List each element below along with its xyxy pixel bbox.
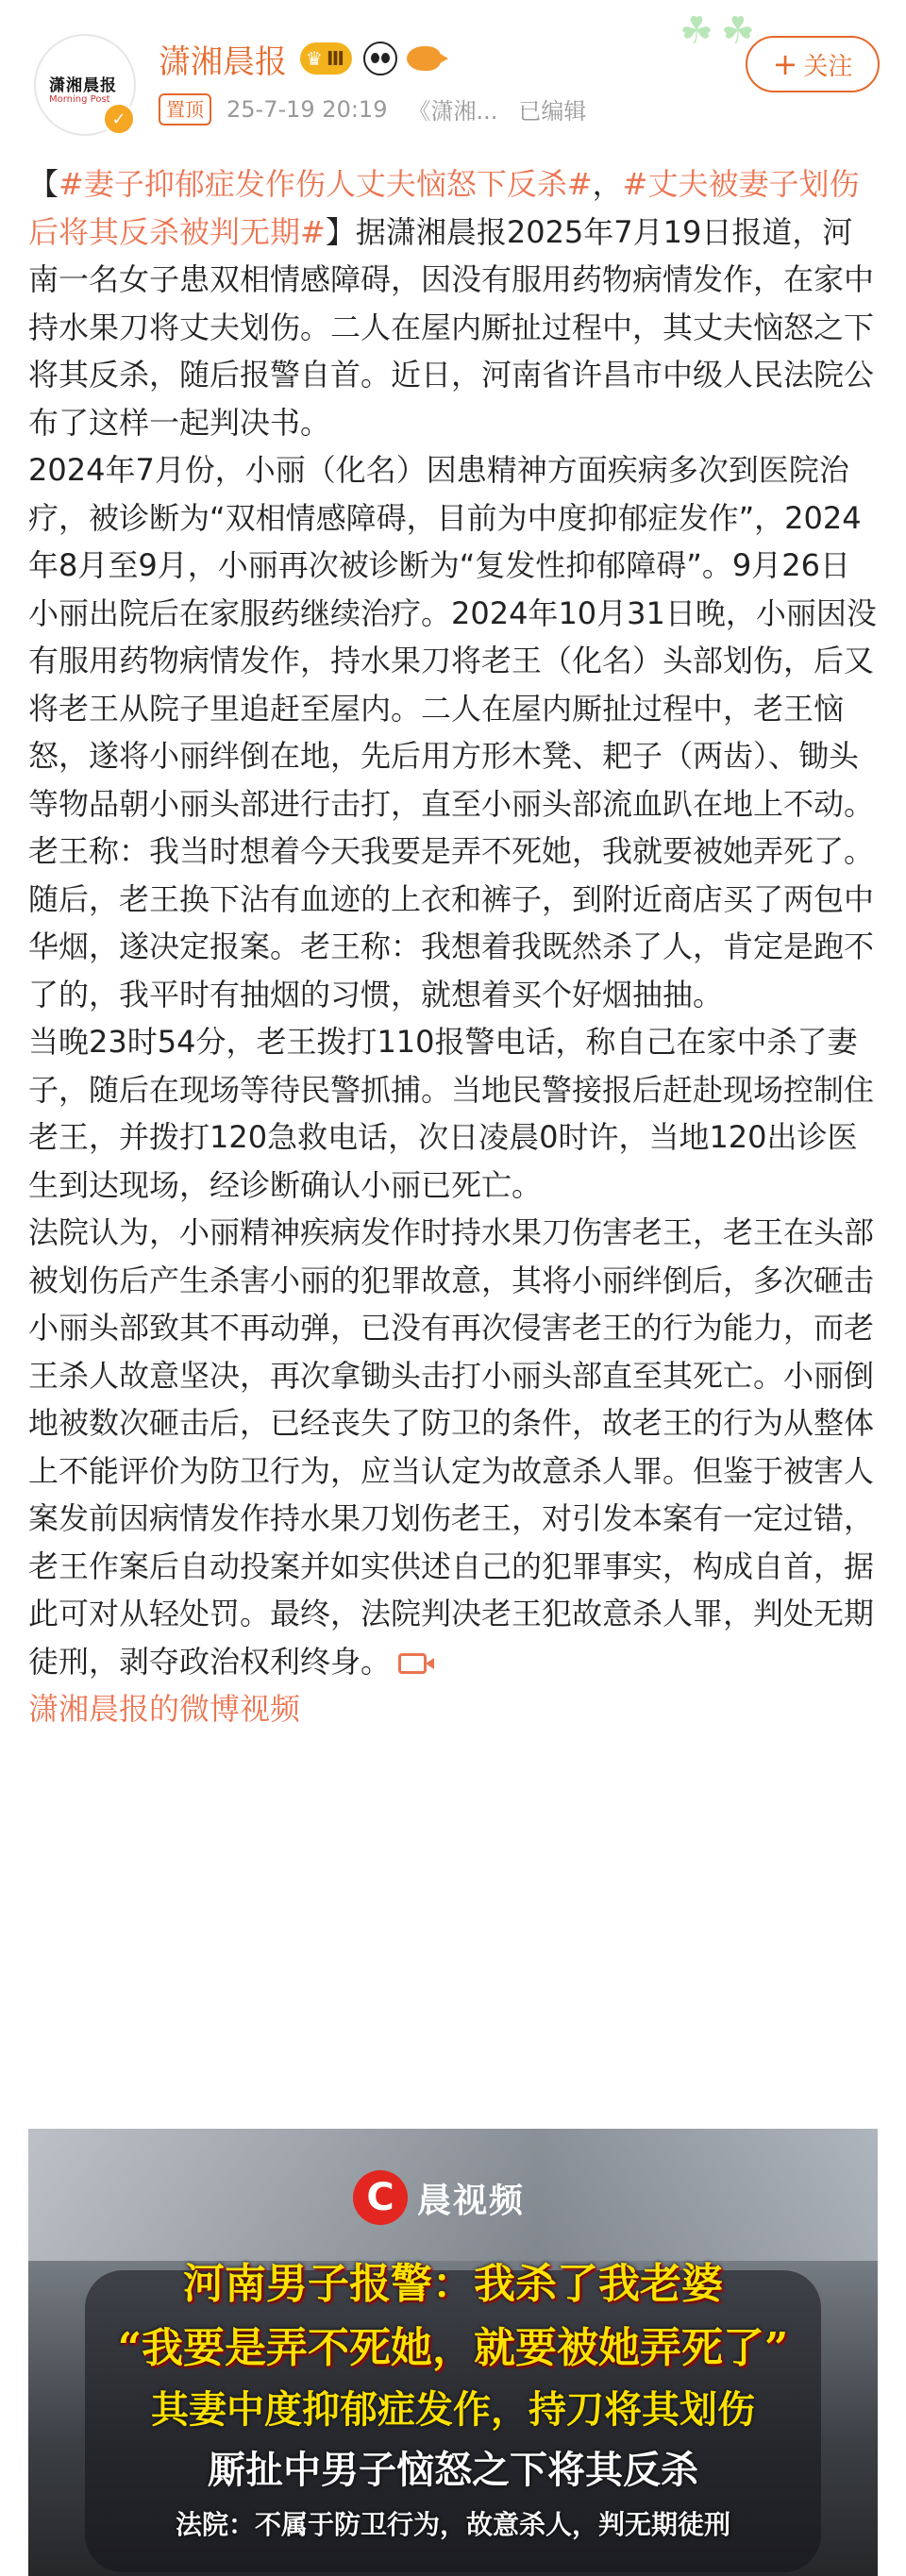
video-thumbnail[interactable] xyxy=(28,2129,878,2576)
clover-icon: ☘☘ xyxy=(680,9,763,53)
pin-tag: 置顶 xyxy=(159,93,211,125)
brand-logo-icon: C xyxy=(353,2170,408,2225)
level-badge[interactable] xyxy=(300,42,352,75)
post-body xyxy=(28,160,878,1733)
post-meta xyxy=(159,92,586,125)
video-caption-2: “我要是弄不死她，就要被她弄死了” xyxy=(117,2324,789,2372)
video-link[interactable]: 潇湘晨报的微博视频 xyxy=(28,1691,301,1727)
video-brand xyxy=(353,2170,525,2225)
paragraph-1-text: 据潇湘晨报2025年7月19日报道，河南一名女子患双相情感障碍，因没有服用药物病情发作，在家中持水果刀将丈夫划伤。二人在屋内厮扯过程中，其丈夫恼怒之下将其反杀，随后报警自首。近日，河南省许昌市中级人民法院公布了这样一起判决书。 xyxy=(28,213,875,441)
level-badge-label: Ⅲ xyxy=(326,47,344,70)
paragraph-4-text: 法院认为，小丽精神疾病发作时持水果刀伤害老王，老王在头部被划伤后产生杀害小丽的犯罪故意，其将小丽绊倒后，多次砸击小丽头部致其不再动弹，已没有再次侵害老王的行为能力，而老王杀人故意坚决，再次拿锄头击打小丽头部直至其死亡。小丽倒地被数次砸击后，已经丧失了防卫的条件，故老王的行为从整体上不能评价为防卫行为，应当认定为故意杀人罪。但鉴于被害人案发前因病情发作持水果刀划伤老王，对引发本案有一定过错，老王作案后自动投案并如实供述自己的犯罪事实，构成自首，据此可对从轻处罚。最终，法院判决老王犯故意杀人罪，判处无期徒刑，剥夺政治权利终身。 xyxy=(28,1214,875,1680)
hashtag-separator: ， xyxy=(592,166,623,202)
video-caption-5: 法院：不属于防卫行为，故意杀人，判无期徒刑 xyxy=(175,2509,730,2540)
video-caption-3: 其妻中度抑郁症发作，持刀将其划伤 xyxy=(151,2387,755,2432)
panda-icon[interactable] xyxy=(363,42,397,75)
video-caption-1: 河南男子报警：我杀了我老婆 xyxy=(183,2260,723,2308)
fish-icon[interactable] xyxy=(407,46,441,71)
hashtag-link-2[interactable]: #丈夫被妻子划伤后将其反杀被判无期# xyxy=(28,166,860,250)
account-name[interactable]: 潇湘晨报 xyxy=(159,42,287,81)
post-header xyxy=(0,0,906,160)
bracket-close: 】 xyxy=(325,213,356,250)
verified-badge-icon: ✓ xyxy=(102,102,136,136)
plus-icon: + xyxy=(772,46,798,82)
avatar-logo-sub: Morning Post xyxy=(49,94,110,105)
post-paragraph-3: 当晚23时54分，老王拨打110报警电话，称自己在家中杀了妻子，随后在现场等待民警抓捕。当地民警接报后赶赴现场控制住老王，并拨打120急救电话，次日凌晨0时许，当地120出诊医生到达现场，经诊断确认小丽已死亡。 xyxy=(28,1024,875,1203)
edited-label[interactable]: 已编辑 xyxy=(518,98,587,125)
post-paragraph-2: 2024年7月份，小丽（化名）因患精神方面疾病多次到医院治疗，被诊断为“双相情感障碍，目前为中度抑郁症发作”，2024年8月至9月，小丽再次被诊断为“复发性抑郁障碍”。9月26日小丽出院后在家服药继续治疗。2024年10月31日晚，小丽因没有服用药物病情发作，持水果刀将老王（化名）头部划伤，后又将老王从院子里追赶至屋内。二人在屋内厮扯过程中，老王恼怒，遂将小丽绊倒在地，先后用方形木凳、耙子（两齿）、锄头等物品朝小丽头部进行击打，直至小丽头部流血趴在地上不动。老王称：我当时想着今天我要是弄不死她，我就要被她弄死了。随后，老王换下沾有血迹的上衣和裤子，到附近商店买了两包中华烟，遂决定报案。老王称：我想着我既然杀了人，肯定是跑不了的，我平时有抽烟的习惯，就想着买个好烟抽抽。 xyxy=(28,452,877,1012)
follow-button[interactable] xyxy=(746,36,880,92)
video-caption-4: 厮扯中男子恼怒之下将其反杀 xyxy=(208,2448,698,2492)
video-link-row xyxy=(28,1685,878,1733)
bracket-open: 【 xyxy=(28,166,59,202)
video-camera-icon[interactable] xyxy=(398,1653,427,1674)
follow-label: 关注 xyxy=(803,52,853,81)
name-row xyxy=(159,38,441,79)
crown-icon: ♛ xyxy=(306,47,323,70)
hashtag-link-1[interactable]: #妻子抑郁症发作伤人丈夫恼怒下反杀# xyxy=(59,166,593,202)
avatar-logo-text: 潇湘晨报 xyxy=(49,76,117,95)
post-paragraph-4 xyxy=(28,1209,878,1685)
post-timestamp: 25-7-19 20:19 xyxy=(226,95,388,123)
post-paragraph-1 xyxy=(28,160,878,446)
post-source[interactable]: 《潇湘... xyxy=(408,98,498,125)
brand-name: 晨视频 xyxy=(417,2181,526,2220)
